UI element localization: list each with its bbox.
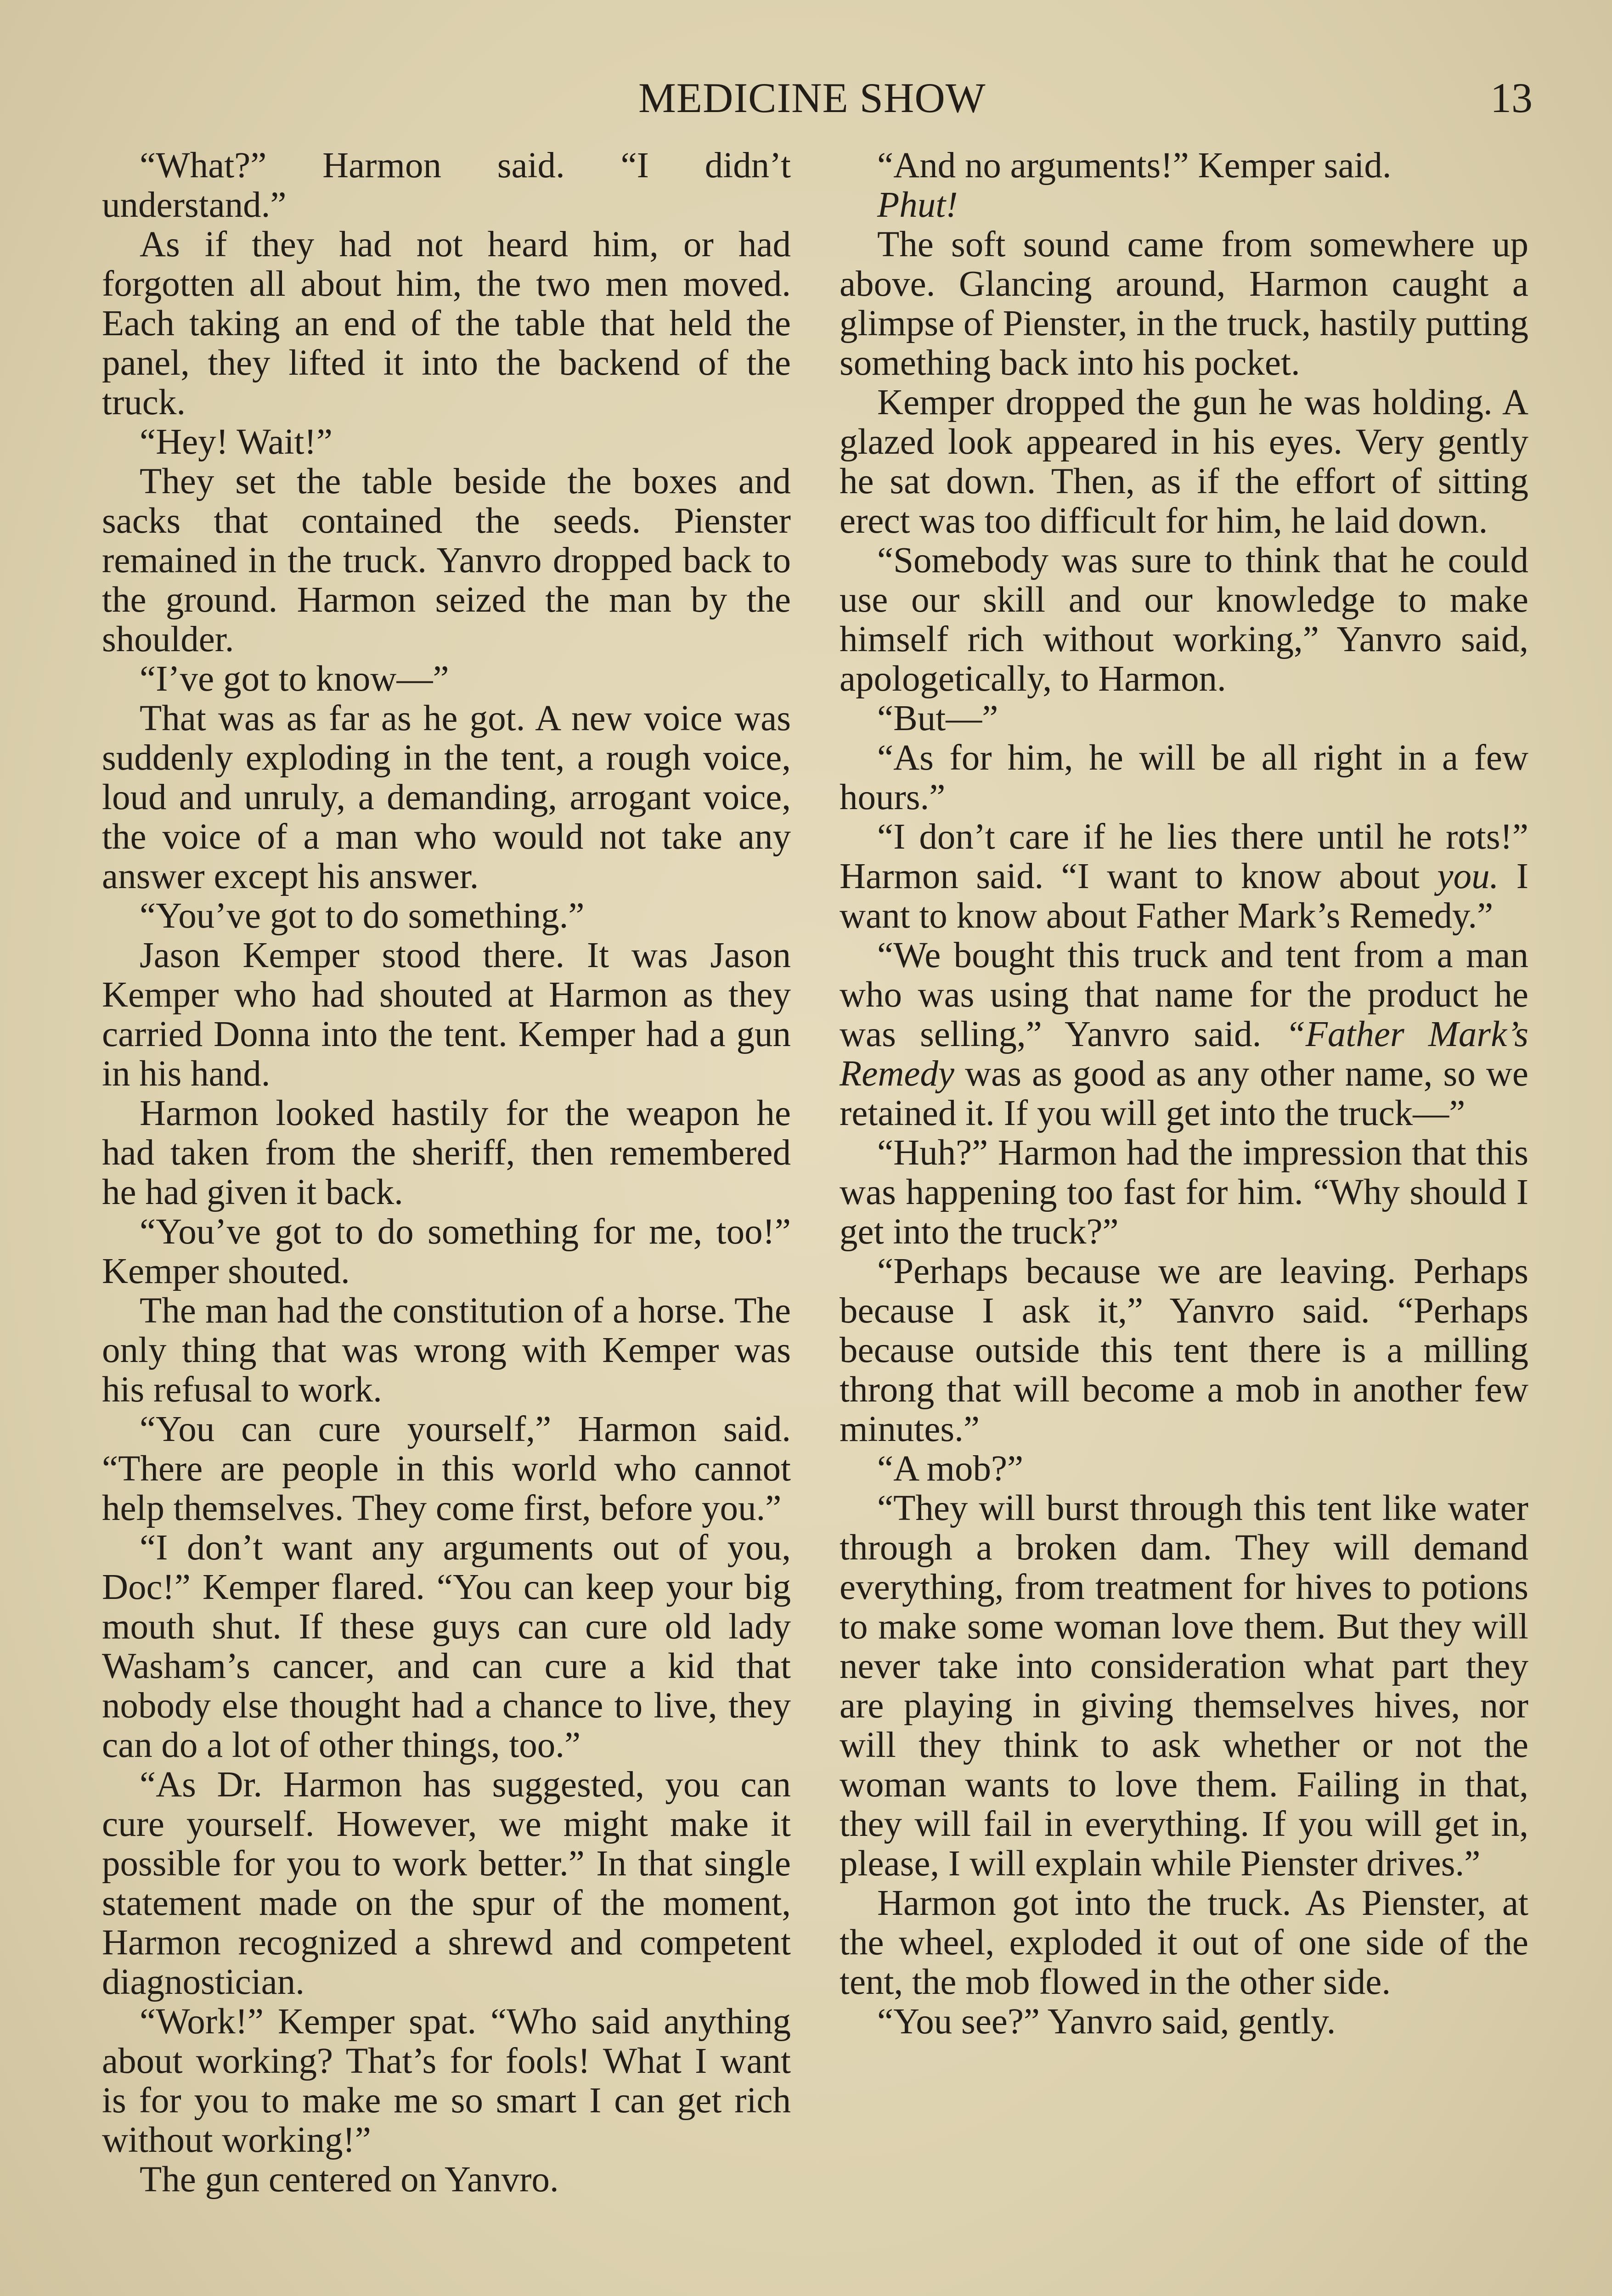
- paragraph: That was as far as he got. A new voice was suddenly exploding in the tent, a rough voice, loud and unruly, a demanding, arrogant voice, the voice of a man who would not take any answer except his answer.: [102, 698, 791, 896]
- paragraph: “A mob?”: [877, 1449, 1024, 1489]
- sound-effect-paragraph: [840, 186, 1528, 225]
- text-run: I want to know about Father Mark’s Remedy.”: [840, 856, 1528, 936]
- paragraph: As if they had not heard him, or had forgotten all about him, the two men moved. Each taking an end of the table that held the panel, they lifted it into the backend of the truck.: [102, 225, 791, 422]
- paragraph: “As Dr. Harmon has suggested, you can cure yourself. However, we might make it possible for you to work better.” In that single statement made on the spur of the moment, Harmon recognized a shrewd and competent diagnostician.: [102, 1765, 791, 2002]
- paragraph: “As for him, he will be all right in a few hours.”: [840, 738, 1528, 817]
- paragraph: “You can cure yourself,” Harmon said. “There are people in this world who cannot help themselves. They come first, before you.”: [102, 1409, 791, 1528]
- paragraph: The soft sound came from somewhere up above. Glancing around, Harmon caught a glimpse of Pienster, in the truck, hastily putting something back into his pocket.: [840, 225, 1528, 383]
- paragraph: “Somebody was sure to think that he could use our skill and our knowledge to make himself rich without working,” Yanvro said, apologetically, to Harmon.: [840, 540, 1528, 699]
- paragraph: “Perhaps because we are leaving. Perhaps because I ask it,” Yanvro said. “Perhaps because outside this tent there is a milling throng that will become a mob in another few minutes.”: [840, 1251, 1528, 1449]
- paragraph: “Hey! Wait!”: [140, 422, 333, 462]
- paragraph: [840, 936, 1528, 1133]
- paragraph: “Huh?” Harmon had the impression that this was happening too fast for him. “Why should I get into the truck?”: [840, 1133, 1528, 1252]
- paragraph: [840, 817, 1528, 936]
- paragraph: “They will burst through this tent like water through a broken dam. They will demand everything, from treatment for hives to potions to make some woman love them. But they will never take into consideration what part they are playing in giving themselves hives, nor will they think to ask whether or not the woman wants to love them. Failing in that, they will fail in everything. If you will get in, please, I will explain while Pienster drives.”: [840, 1488, 1528, 1884]
- paragraph: Kemper dropped the gun he was holding. A glazed look appeared in his eyes. Very gently he sat down. Then, as if the effort of sitting erect was too difficult for him, he laid down.: [840, 383, 1528, 541]
- paragraph: “But—”: [877, 698, 998, 738]
- emphasis: you.: [1437, 856, 1499, 896]
- paragraph: “And no arguments!” Kemper said.: [877, 146, 1392, 186]
- paragraph: They set the table beside the boxes and sacks that contained the seeds. Pienster remained in the truck. Yanvro dropped back to the ground. Harmon seized the man by the shoulder.: [102, 461, 791, 659]
- running-title: MEDICINE SHOW: [638, 74, 986, 121]
- paragraph: “I don’t want any arguments out of you, Doc!” Kemper flared. “You can keep your big mouth shut. If these guys can cure old lady Washam’s cancer, and can cure a kid that nobody else thought had a chance to live, they can do a lot of other things, too.”: [102, 1528, 791, 1765]
- text-run: “I don’t care if he lies there until he rots!” Harmon said. “I want to know about: [840, 817, 1528, 896]
- text-run: “We bought this truck and tent from a man who was using that name for the product he was selling,” Yanvro said.: [840, 935, 1528, 1054]
- paragraph: “Work!” Kemper spat. “Who said anything about working? That’s for fools! What I want is for you to make me so smart I can get rich without working!”: [102, 2002, 791, 2160]
- paragraph: “You’ve got to do something for me, too!” Kemper shouted.: [102, 1212, 791, 1291]
- paragraph: Harmon got into the truck. As Pienster, at the wheel, exploded it out of one side of the tent, the mob flowed in the other side.: [840, 1883, 1528, 2002]
- left-column: [102, 146, 791, 2200]
- running-head: [0, 69, 1612, 124]
- text-run: was as good as any other name, so we retained it. If you will get into the truck—”: [840, 1054, 1528, 1133]
- emphasis: “Father Mark’s Remedy: [840, 1014, 1528, 1094]
- paragraph: The gun centered on Yanvro.: [140, 2160, 559, 2200]
- paragraph: Jason Kemper stood there. It was Jason Kemper who had shouted at Harmon as they carried Donna into the tent. Kemper had a gun in his hand.: [102, 935, 791, 1094]
- page-number: 13: [1490, 74, 1533, 121]
- paragraph: The man had the constitution of a horse. The only thing that was wrong with Kemper was his refusal to work.: [102, 1291, 791, 1410]
- paragraph: “You’ve got to do something.”: [140, 896, 585, 936]
- paragraph: “I’ve got to know—”: [140, 659, 449, 699]
- paragraph: “What?” Harmon said. “I didn’t understand.”: [102, 146, 791, 225]
- right-column: [840, 146, 1528, 2042]
- paragraph: Harmon looked hastily for the weapon he had taken from the sheriff, then remembered he had given it back.: [102, 1093, 791, 1212]
- paragraph: “You see?” Yanvro said, gently.: [877, 2002, 1336, 2042]
- sound-effect: Phut!: [877, 185, 958, 225]
